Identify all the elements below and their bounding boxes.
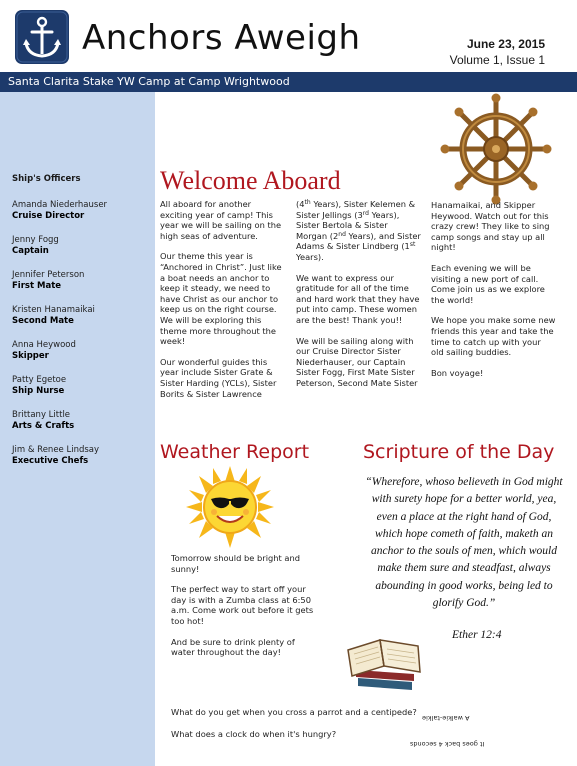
weather-text — [171, 553, 321, 668]
officer-role: Arts & Crafts — [12, 421, 75, 431]
anchor-icon — [15, 10, 69, 64]
paragraph: Our wonderful guides this year include Sister Grate & Sister Harding (YCLs), Sister Borits & Sister Lawrence — [160, 356, 277, 399]
paragraph: (4th Years), Sister Kelemen & Sister Jellings (3rd Years), Sister Bertola & Sister Morgan (2nd Years), and Sister Adams & Sister Lindberg (1st Years). — [296, 199, 421, 262]
officer-name: Anna Heywood — [12, 340, 76, 350]
officer-role: Ship Nurse — [12, 386, 65, 396]
officer-role: Skipper — [12, 351, 49, 361]
welcome-column-2 — [296, 199, 421, 399]
welcome-column-1 — [160, 199, 285, 409]
paragraph: Our theme this year is “Anchored in Christ”. Just like a boat needs an anchor to keep it steady, we need to have Christ as our anchor to keep us on the right course. We will be exploring this theme more throughout the week! — [160, 251, 282, 347]
newsletter-title: Anchors Aweigh — [82, 18, 361, 58]
subtitle-bar — [0, 72, 577, 92]
subtitle: Santa Clarita Stake YW Camp at Camp Wrightwood — [8, 75, 290, 88]
scripture-reference: Ether 12:4 — [452, 629, 502, 641]
officer-item — [12, 375, 152, 397]
scripture-heading: Scripture of the Day — [363, 441, 555, 463]
paragraph: We hope you make some new friends this year and take the time to catch up with your old sailing buddies. — [431, 315, 556, 358]
paragraph: The perfect way to start off your day is with a Zumba class at 6:50 a.m. Come work out before it gets too hot! — [171, 584, 314, 626]
officer-role: Captain — [12, 246, 49, 256]
weather-heading: Weather Report — [160, 441, 310, 463]
ship-wheel-icon — [440, 93, 552, 205]
issue-volume: Volume 1, Issue 1 — [449, 53, 545, 67]
riddle-answer: It goes back 4 seconds — [410, 740, 485, 748]
welcome-heading: Welcome Aboard — [160, 166, 341, 195]
officer-role: Cruise Director — [12, 211, 85, 221]
officer-item — [12, 305, 152, 327]
riddle-question: What does a clock do when it's hungry? — [171, 729, 337, 739]
officer-role: First Mate — [12, 281, 62, 291]
officer-item — [12, 270, 152, 292]
officer-name: Jim & Renee Lindsay — [12, 445, 100, 455]
officer-role: Executive Chefs — [12, 456, 89, 466]
paragraph: Tomorrow should be bright and sunny! — [171, 553, 301, 574]
officer-item — [12, 200, 152, 222]
officer-name: Jennifer Peterson — [12, 270, 85, 280]
officer-item — [12, 340, 152, 362]
officers-list — [12, 174, 152, 480]
issue-date: June 23, 2015 — [466, 37, 545, 51]
riddle-answer: A walkie-talkie — [422, 714, 470, 722]
paragraph: And be sure to drink plenty of water throughout the day! — [171, 636, 295, 658]
officer-item — [12, 235, 152, 257]
paragraph: All aboard for another exciting year of camp! This year we will be sailing on the high seas of adventure. — [160, 199, 282, 241]
riddle-question: What do you get when you cross a parrot and a centipede? — [171, 707, 417, 717]
officer-name: Kristen Hanamaikai — [12, 305, 95, 315]
officer-name: Amanda Niederhauser — [12, 200, 108, 210]
scripture-text: “Wherefore, whoso believeth in God might with surety hope for a better world, yea, even a place at the right hand of God, which hope cometh of faith, maketh an anchor to the souls of men, which would make them sure and steadfast, always abounding in good works, being led to glorify God.” — [365, 476, 563, 610]
paragraph: Hanamaikai, and Skipper Heywood. Watch out for this crazy crew! They like to sing camp songs and stay up all night! — [431, 200, 550, 253]
sun-icon — [186, 466, 274, 548]
officer-item — [12, 410, 152, 432]
paragraph: We will be sailing along with our Cruise Director Sister Niederhauser, our Captain Sister Fogg, First Mate Sister Peterson, Second Mate Sister — [296, 335, 418, 388]
officer-name: Brittany Little — [12, 410, 71, 420]
open-book-icon — [340, 622, 430, 697]
welcome-column-3 — [431, 200, 556, 388]
officers-heading: Ship's Officers — [12, 174, 81, 184]
paragraph: We want to express our gratitude for all of the time and hard work that they have put into camp. These women are the best! Thank you!! — [296, 272, 420, 325]
paragraph: Each evening we will be visiting a new port of call. Come join us as we explore the world! — [431, 262, 545, 305]
paragraph: Bon voyage! — [431, 367, 484, 378]
officer-name: Jenny Fogg — [12, 235, 59, 245]
officer-item — [12, 445, 152, 467]
officer-name: Patty Egetoe — [12, 375, 67, 385]
officer-role: Second Mate — [12, 316, 74, 326]
